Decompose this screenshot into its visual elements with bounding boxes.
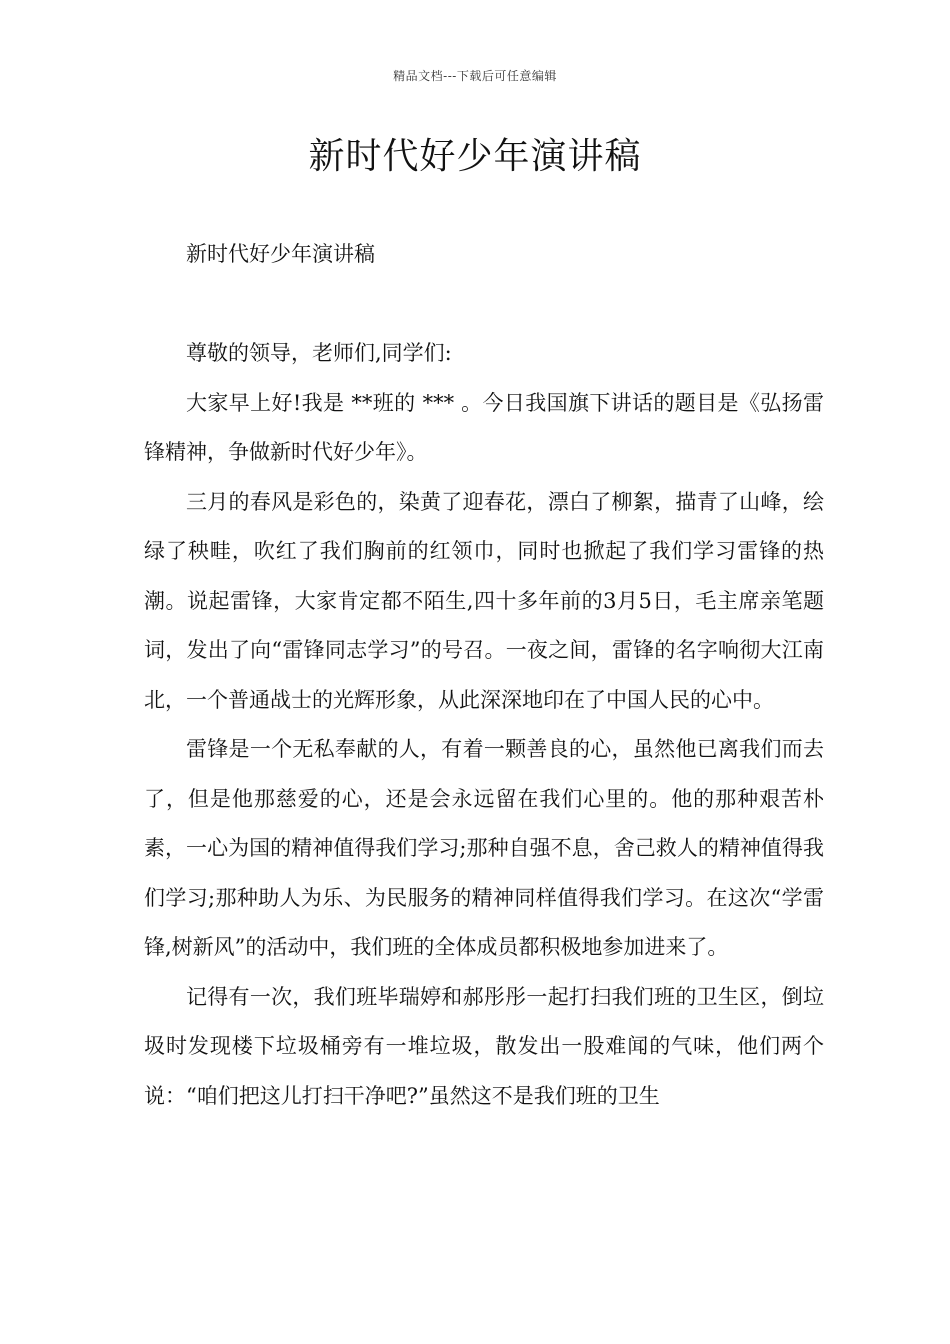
- document-title: 新时代好少年演讲稿: [308, 136, 642, 177]
- salutation: 尊敬的领导，老师们,同学们:: [186, 341, 452, 365]
- paragraph-2: 三月的春风是彩色的，染黄了迎春花，漂白了柳絮，描青了山峰，绘绿了秧畦，吹红了我们胸前的红领巾，同时也掀起了我们学习雷锋的热潮。说起雷锋，大家肯定都不陌生,四十多年前的3月5日，毛主席亲笔题词，发出了向“雷锋同志学习”的号召。一夜之间，雷锋的名字响彻大江南北，一个普通战士的光辉形象，从此深深地印在了中国人民的心中。: [144, 489, 824, 712]
- header-note: 精品文档---下载后可任意编辑: [393, 69, 557, 83]
- paragraph-3: 雷锋是一个无私奉献的人，有着一颗善良的心，虽然他已离我们而去了，但是他那慈爱的心，还是会永远留在我们心里的。他的那种艰苦朴素，一心为国的精神值得我们学习;那种自强不息，舍己救人的精神值得我们学习;那种助人为乐、为民服务的精神同样值得我们学习。在这次“学雷锋,树新风”的活动中，我们班的全体成员都积极地参加进来了。: [144, 737, 824, 959]
- document-body: [144, 230, 824, 1121]
- paragraph-4: 记得有一次，我们班毕瑞婷和郝彤彤一起打扫我们班的卫生区，倒垃圾时发现楼下垃圾桶旁有一堆垃圾，散发出一股难闻的气味，他们两个说：“咱们把这儿打扫干净吧?”虽然这不是我们班的卫生: [144, 984, 824, 1108]
- paragraph-1: 大家早上好!我是 **班的 *** 。今日我国旗下讲话的题目是《弘扬雷锋精神，争做新时代好少年》。: [144, 390, 824, 464]
- document-subtitle: 新时代好少年演讲稿: [186, 242, 375, 266]
